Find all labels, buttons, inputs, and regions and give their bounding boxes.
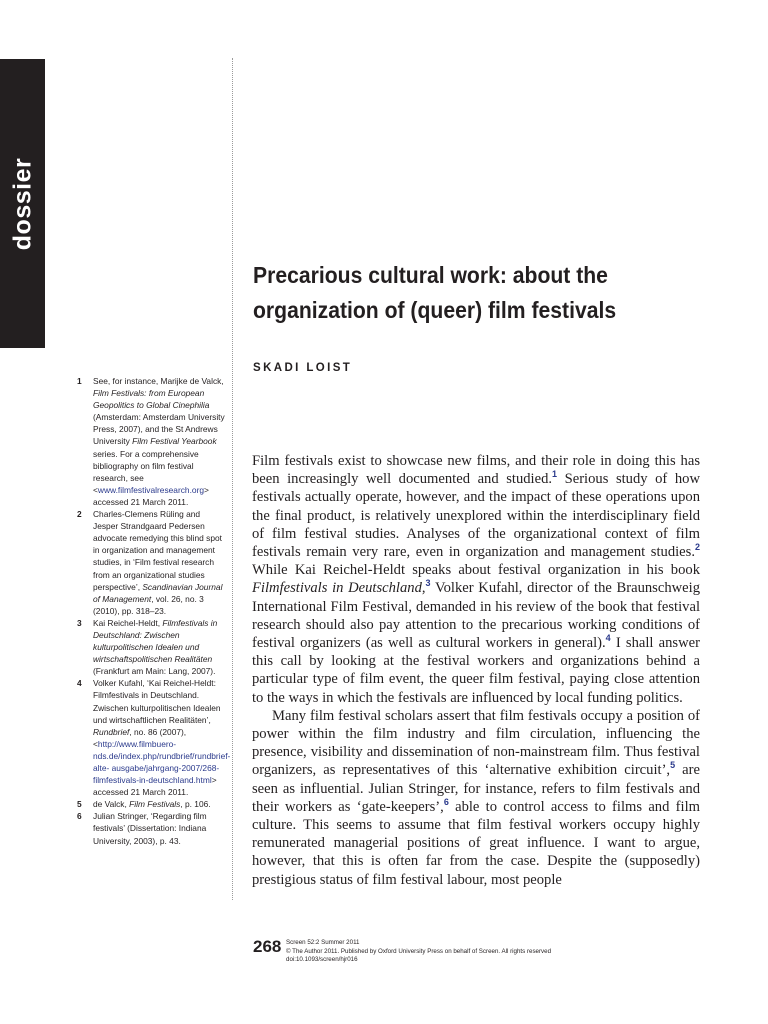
article-title <box>253 258 721 328</box>
footnote-ref[interactable]: 1 <box>552 469 558 480</box>
page-number: 268 <box>253 937 282 956</box>
footnote-6: 6 Julian Stringer, ‘Regarding film festivals’ (Dissertation: Indiana University, 2003), p. 43. <box>77 811 207 846</box>
column-divider <box>232 58 233 900</box>
title-line-2: organization of (queer) film festivals <box>253 297 617 323</box>
title-line-1: Precarious cultural work: about the <box>253 262 608 288</box>
footnote-ref[interactable]: 4 <box>605 633 611 644</box>
footnote-number: 3 <box>77 617 82 628</box>
journal-info: Screen 52:2 Summer 2011 © The Author 2011. Published by Oxford University Press on behalf of Screen. All rights reserved doi:10.1093/screen/hjr016 <box>286 939 552 963</box>
footnote-ref[interactable]: 3 <box>425 578 431 589</box>
section-tab-label: dossier <box>8 157 36 250</box>
footnote-ref[interactable]: 5 <box>670 760 676 771</box>
section-tab <box>0 59 45 348</box>
footnote-ref[interactable]: 6 <box>443 796 449 807</box>
footnote-ref[interactable]: 2 <box>694 542 700 553</box>
footnote-4: 4 Volker Kufahl, ‘Kai Reichel-Heldt: Filmfestivals in Deutschland. Zwischen kulturpolitischen Idealen und wirtschaftlichen Realitäten’, Rundbrief, no. 86 (2007), <http://www.filmbuero-nds.de/index.php/rundbrief/rundbrief-alte- ausgabe/jahrgang-2007/268-filmfestivals-in-deutschland.html> accessed 21 March 2011. <box>77 678 231 798</box>
footnote-5: 5 de Valck, Film Festivals, p. 106. <box>77 799 211 810</box>
footnote-number: 2 <box>77 509 82 520</box>
footnotes <box>66 375 231 847</box>
footnote-3: 3 Kai Reichel-Heldt, Filmfestivals in Deutschland: Zwischen kulturpolitischen Idealen und wirtschaftspolitischen Realitäten (Frankfurt am Main: Lang, 2007). <box>77 617 218 677</box>
footnote-number: 4 <box>77 678 82 689</box>
footnote-2: 2 Charles-Clemens Rüling and Jesper Strandgaard Pedersen advocate remedying this blind spot in organization and management studies, in ‘Film festival research from an organizational studies perspective’, Scandinavian Journal of Management, vol. 26, no. 3 (2010), pp. 318–23. <box>77 509 223 616</box>
footnote-link[interactable]: http://www.filmbuero-nds.de/index.php/rundbrief/rundbrief-alte- ausgabe/jahrgang-2007/268-filmfestivals-in-deutschland.html <box>93 738 231 786</box>
footnote-number: 5 <box>77 799 82 810</box>
footnote-link[interactable]: www.filmfestivalresearch.org <box>97 484 205 495</box>
author-name: SKADI LOIST <box>253 362 353 374</box>
footnote-number: 6 <box>77 811 82 822</box>
paragraph-1: Film festivals exist to showcase new films, and their role in doing this has been increasingly well documented and studied.$^1$ Serious study of how festivals actually operate, however, and the impact of these operations upon the final product, is relatively unexplored within the interdisciplinary field of film festival studies. Analyses of the organizational context of film festivals remain very rare, even in organization and management studies.$^2$ While Kai Reichel-Heldt speaks about festival organization in his book Filmfestivals in Deutschland,$^3$ Volker Kufahl, director of the Braunschweig International Film Festival, demanded in his review of the book that festival research should also pay attention to the precarious working conditions of festival organizers (as well as cultural workers in general).$^4$ I shall answer this call by looking at the festival workers and organizations behind a particular type of film event, the queer film festival, paying close attention to the ways in which the festivals are influenced by local funding politics. <box>252 453 701 706</box>
paragraph-2: Many film festival scholars assert that film festivals occupy a position of power within the film industry and film circulation, influencing the presence, visibility and dissemination of non-mainstream film. Thus festival organizers, as representatives of this ‘alternative exhibition circuit’,$^5$ are seen as influential. Julian Stringer, for instance, refers to film festivals and their workers as ‘gate-keepers’,$^6$ able to control access to films and film culture. This seems to assume that film festival workers occupy highly remunerated managerial positions of great influence. I want to argue, however, that this is often far from the case. Despite the (supposedly) prestigious status of film festival labour, most people <box>252 707 700 888</box>
footnote-number: 1 <box>77 376 82 386</box>
footnote-1: 1 See, for instance, Marijke de Valck, Film Festivals: from European Geopolitics to Global Cinephilia (Amsterdam: Amsterdam University Press, 2007), and the St Andrews University Film Festival Yearbook series. For a comprehensive bibliography on film festival research, see <www.filmfestivalresearch.org> accessed 21 March 2011. <box>77 376 225 507</box>
article-body <box>252 452 700 889</box>
